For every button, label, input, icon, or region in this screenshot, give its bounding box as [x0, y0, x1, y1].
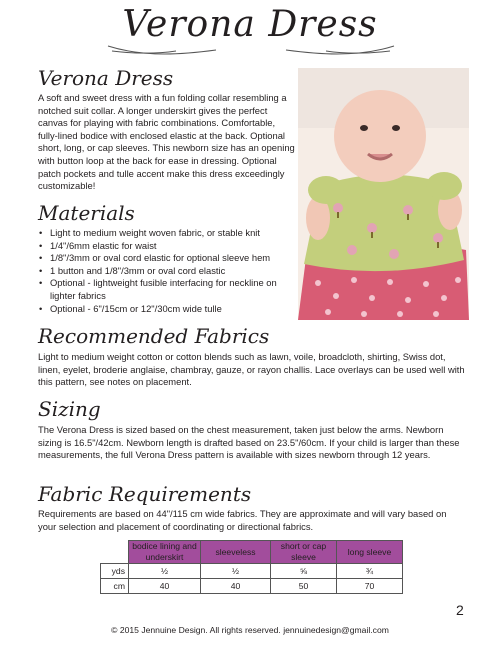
table-header: long sleeve — [337, 541, 403, 564]
intro-text: A soft and sweet dress with a fun folding collar resembling a notched suit collar. A longer underskirt gives the perfect canvas for playing with fabric combinations. Comfortable, fully-lined bodice with enclosed elastic at the back. Optional short, long, or cap sleeves. This newborn size has an opening with button loop at the back for ease in dressing. Optional patch pockets and tulle accent make this dress exceedingly customizable! — [38, 92, 295, 192]
list-item: • 1 button and 1/8"/3mm or oval cord elastic — [38, 265, 300, 278]
table-header-row — [101, 541, 403, 564]
table-corner — [101, 541, 129, 564]
table-cell: ¾ — [337, 564, 403, 579]
list-item: • 1/4"/6mm elastic for waist — [38, 240, 300, 253]
table-cell: 50 — [271, 579, 337, 594]
table-cell: 40 — [129, 579, 201, 594]
row-label: yds — [101, 564, 129, 579]
list-item: • Optional - 6"/15cm or 12"/30cm wide tulle — [38, 303, 300, 316]
row-label: cm — [101, 579, 129, 594]
footer: © 2015 Jennuine Design. All rights reserved. jennuinedesign@gmail.com — [111, 625, 389, 635]
table-cell: 40 — [201, 579, 271, 594]
table-header: bodice lining and underskirt — [129, 541, 201, 564]
table-row — [101, 564, 403, 579]
list-item: • Optional - lightweight fusible interfacing for neckline on lighter fabrics — [38, 277, 300, 302]
sizing-heading: Sizing — [38, 397, 101, 421]
table-header: sleeveless — [201, 541, 271, 564]
table-cell: ⅝ — [271, 564, 337, 579]
list-item: • Light to medium weight woven fabric, or stable knit — [38, 227, 300, 240]
page-title: Verona Dress — [122, 4, 378, 45]
fabric-requirements-table — [100, 540, 403, 594]
table-cell: 70 — [337, 579, 403, 594]
fabric-requirements-heading: Fabric Requirements — [38, 482, 252, 506]
table-cell: ½ — [129, 564, 201, 579]
table-row — [101, 579, 403, 594]
table-cell: ½ — [201, 564, 271, 579]
materials-list — [38, 227, 300, 315]
materials-heading: Materials — [38, 201, 135, 225]
list-item: • 1/8"/3mm or oval cord elastic for optional sleeve hem — [38, 252, 300, 265]
fabric-requirements-text: Requirements are based on 44"/115 cm wide fabrics. They are approximate and will vary based on your selection and placement of coordinating or directional fabrics. — [38, 508, 447, 532]
sizing-text: The Verona Dress is sized based on the chest measurement, taken just below the arms. Newborn sizing is 16.5"/42cm. Newborn length is drafted based on 23.5"/60cm. If your child is larger than these measurements, the full Verona Dress pattern is available with sizes newborn through 12 years. — [38, 424, 460, 461]
table-header: short or cap sleeve — [271, 541, 337, 564]
title-flourish — [106, 42, 396, 56]
intro-heading: Verona Dress — [38, 66, 174, 90]
recommended-text: Light to medium weight cotton or cotton blends such as lawn, voile, broadcloth, shirting, Swiss dot, linen, eyelet, broderie anglaise, chambray, gauze, or rayon challis. Lace overlays can be used well with this pattern, see notes on placement. — [38, 351, 465, 388]
page-number: 2 — [456, 602, 464, 618]
recommended-heading: Recommended Fabrics — [38, 324, 270, 348]
baby-in-dress-photo — [298, 68, 469, 320]
